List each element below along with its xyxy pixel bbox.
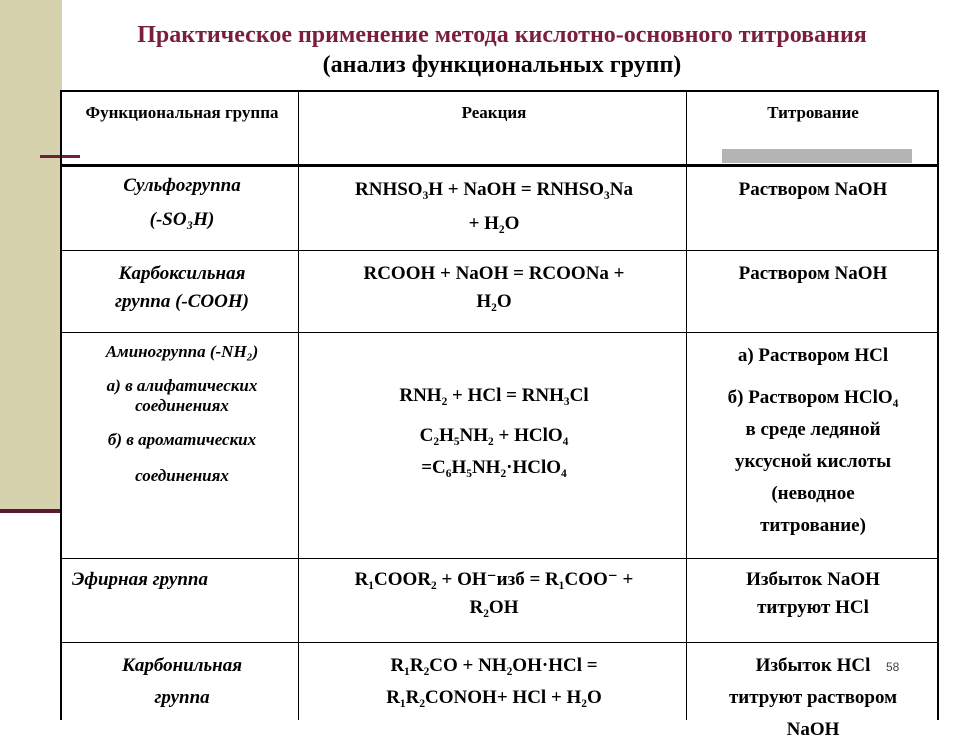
header-reaction: Реакция (461, 103, 527, 122)
reaction-line: RCOOH + NaOH = RCOONa + (363, 263, 625, 284)
titration-line: Избыток NaOH (746, 569, 880, 590)
page-number: 58 (886, 660, 900, 674)
table-row-5-reaction (302, 652, 686, 712)
table-row-3-reaction (302, 382, 686, 482)
reaction-line: R₂OH (469, 597, 519, 618)
slide-title (58, 20, 946, 80)
reaction-line: R₁COOR₂ + OH⁻изб = R₁COO⁻ + (354, 569, 634, 590)
table-row-1-reaction (302, 176, 686, 238)
header-titration: Титрование (767, 103, 859, 122)
table-row-5-group (66, 652, 298, 712)
titration-line: титруют HCl (757, 597, 869, 618)
group-label: группа (154, 687, 210, 708)
group-label: Аминогруппа (-NH₂) (105, 342, 259, 361)
group-formula: группа (-COOH) (115, 291, 249, 312)
table-row-4-titration (690, 566, 936, 622)
group-label: Сульфогруппа (123, 175, 241, 196)
side-decoration-band (0, 0, 62, 512)
reaction-line: C₂H₅NH₂ + HClO₄ (419, 425, 569, 446)
reaction-line: =C₆H₅NH₂·HClO₄ (421, 457, 567, 478)
title-line-2: (анализ функциональных групп) (322, 52, 682, 78)
table-row-2-group (66, 260, 298, 316)
reaction-line: + H₂O (468, 213, 520, 234)
decorative-line (0, 509, 62, 513)
titration-line: NaOH (786, 719, 840, 740)
column-divider (298, 92, 299, 720)
functional-groups-table (60, 90, 939, 740)
header-group: Функциональная группа (85, 103, 279, 122)
titration-line: б) Раствором HClO₄ (727, 387, 899, 408)
group-subitem: а) в алифатических соединениях (106, 376, 258, 415)
row-divider (62, 642, 937, 643)
group-subitem: б) в ароматических (107, 430, 257, 449)
titration-line: (неводное (771, 483, 855, 504)
group-label: Карбонильная (121, 655, 242, 676)
header-separator (62, 164, 937, 167)
titration-line: титруют раствором (728, 687, 898, 708)
reaction-line: RNHSO₃H + NaOH = RNHSO₃Na (355, 179, 633, 200)
table-row-4-group: Эфирная группа (72, 569, 208, 590)
reaction-line: R₁R₂CO + NH₂OH·HCl = (390, 655, 598, 676)
column-divider (686, 92, 687, 720)
reaction-line: RNH₂ + HCl = RNH₃Cl (399, 385, 589, 406)
group-label: Карбоксильная (118, 263, 246, 284)
reaction-line: H₂O (476, 291, 512, 312)
titration-line: титрование) (760, 515, 866, 536)
row-divider (62, 558, 937, 559)
group-subitem: соединениях (135, 466, 229, 485)
table-row-2-titration: Раствором NaOH (738, 263, 888, 284)
reaction-line: R₁R₂CONOH+ HCl + H₂O (386, 687, 602, 708)
row-divider (62, 250, 937, 251)
table-row-1-titration: Раствором NaOH (738, 179, 888, 200)
table-row-4-reaction (302, 566, 686, 622)
title-line-1: Практическое применение метода кислотно-основного титрования (137, 22, 867, 48)
titration-line: Избыток HCl (755, 655, 871, 676)
table-row-3-titration (690, 342, 936, 540)
titration-line: в среде ледяной (745, 419, 881, 440)
titration-line: а) Раствором HCl (737, 345, 889, 366)
table-row-2-reaction (302, 260, 686, 316)
row-divider (62, 332, 937, 333)
group-formula: (-SO₃H) (149, 209, 215, 230)
table-row-1-group (66, 172, 298, 234)
table-row-3-group (66, 342, 298, 486)
titration-line: уксусной кислоты (734, 451, 892, 472)
